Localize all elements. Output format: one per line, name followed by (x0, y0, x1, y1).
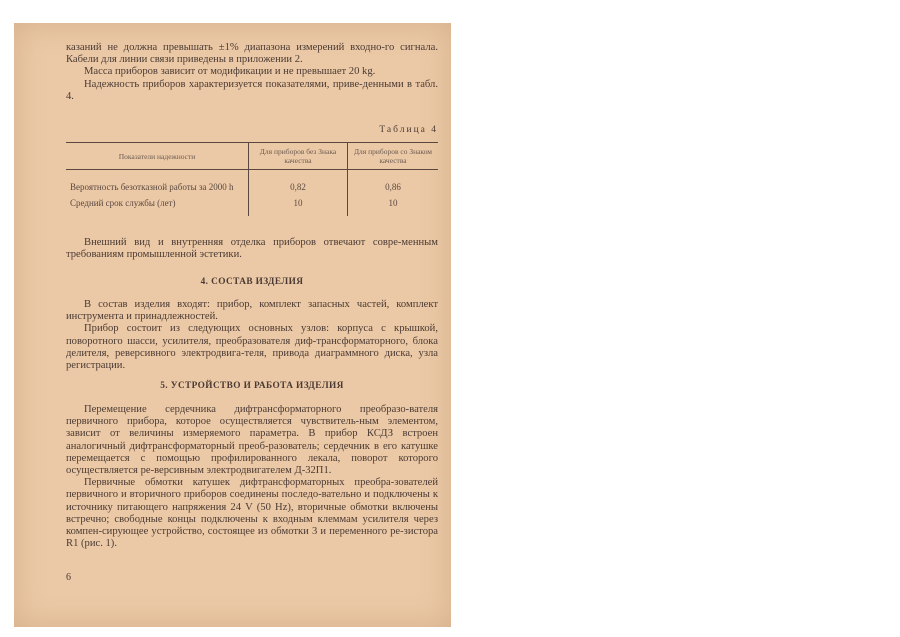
table-row (66, 170, 438, 196)
section-4 (66, 277, 438, 372)
table-row (66, 195, 438, 216)
intro-paragraph-3: Надежность приборов характеризуется показателями, приве-денными в табл. 4. (66, 78, 438, 102)
table-cell: Средний срок службы (лет) (70, 198, 176, 208)
after-table-paragraph: Внешний вид и внутренняя отделка приборов отвечают совре-менным требованиям промышленной эстетики. (66, 237, 438, 261)
table-cell: 10 (348, 195, 439, 216)
table-header: Показатели надежности (66, 143, 249, 170)
table-cell: Вероятность безотказной работы за 2000 h (70, 182, 234, 192)
table-cell: 10 (249, 195, 348, 216)
after-table-text (66, 237, 438, 261)
section-4-paragraph-2: Прибор состоит из следующих основных узлов: корпуса с крышкой, поворотного шасси, усилителя, преобразователя диф-трансформаторного, блока делителя, реверсивного электродвига-теля, привода диаграммного диска, узла регистрации. (66, 323, 438, 372)
reliability-table (66, 142, 438, 216)
table-header: Для приборов со Знаком качества (348, 143, 439, 170)
reliability-table-wrap (66, 142, 438, 216)
section-5-paragraph-1: Перемещение сердечника дифтрансформаторного преобразо-вателя первичного прибора, которое осуществляется чувствитель-ным элементом, зависит от величины измеряемого параметра. В прибор КСДЗ встроен аналогичный дифтрансформаторный преоб-разователь; сердечник в его катушке перемещается с помощью профилированного лекала, поворот которого осуществляется ре-версивным электродвигателем Д-32П1. (66, 404, 438, 477)
intro-paragraph-2: Масса приборов зависит от модификации и не превышает 20 kg. (84, 66, 376, 78)
table-cell: 0,86 (348, 170, 439, 196)
section-5-paragraph-2: Первичные обмотки катушек дифтрансформаторных преобра-зователей первичного и вторичного приборов соединены последо-вательно и подключены к источнику питающего напряжения 24 V (50 Hz), вторичные обмотки включены встречно; свободные концы подключены к входным клеммам усилителя через компен-сирующее устройство, состоящее из обмотки 3 и переменного ре-зистора R1 (рис. 1). (66, 477, 438, 550)
intro-paragraph-1: казаний не должна превышать ±1% диапазона измерений входно-го сигнала. Кабели для линии связи приведены в приложении 2. (66, 42, 438, 66)
section-4-paragraph-1: В состав изделия входят: прибор, комплект запасных частей, комплект инструмента и принадлежностей. (66, 299, 438, 323)
table-cell: 0,82 (249, 170, 348, 196)
section-5-heading: 5. УСТРОЙСТВО И РАБОТА ИЗДЕЛИЯ (160, 381, 344, 391)
section-5 (66, 381, 438, 550)
table-header: Для приборов без Знака качества (249, 143, 348, 170)
section-4-heading: 4. СОСТАВ ИЗДЕЛИЯ (200, 277, 304, 287)
table-caption: Таблица 4 (379, 125, 438, 135)
page-number: 6 (66, 572, 71, 583)
table-caption-wrap (66, 125, 438, 135)
table-header-row (66, 143, 438, 170)
intro-text (66, 42, 438, 103)
document-page (14, 23, 451, 627)
